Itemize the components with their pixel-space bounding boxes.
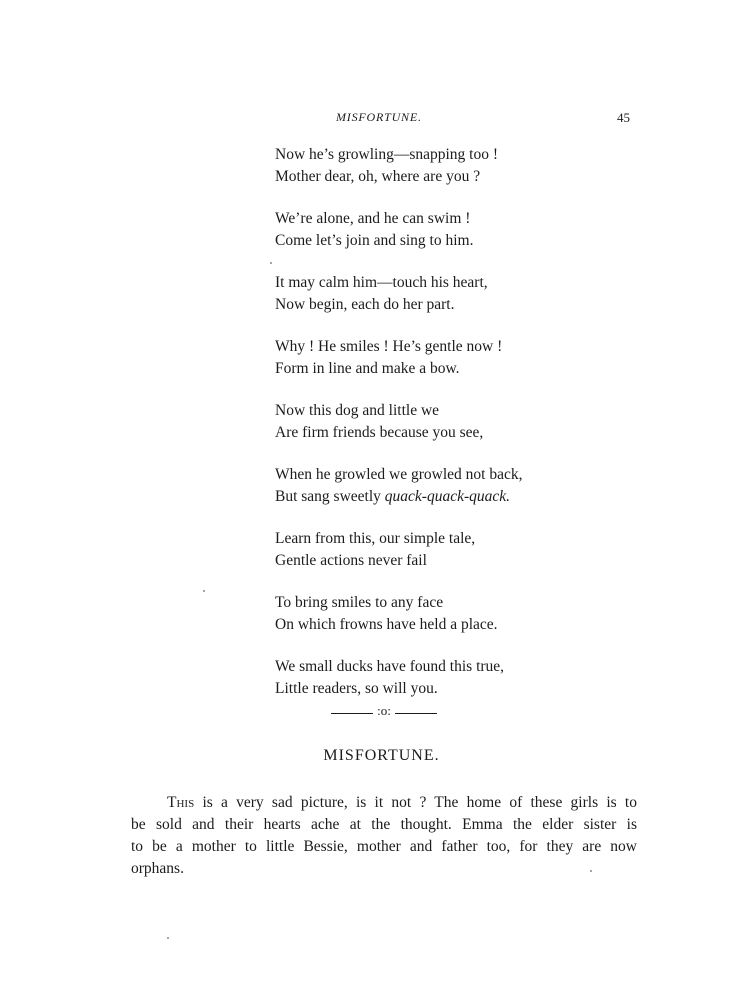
section-title: MISFORTUNE. (323, 747, 440, 764)
poem-line: To bring smiles to any face (275, 594, 444, 611)
poem-line: Mother dear, oh, where are you ? (275, 168, 481, 185)
prose-line: orphans. (131, 860, 184, 877)
section-divider (331, 702, 441, 722)
paper-speck (270, 262, 272, 264)
stanza (275, 592, 635, 656)
divider-rule-left (331, 713, 373, 714)
poem-line: We small ducks have found this true, (275, 658, 505, 675)
prose-line-text: is a very sad picture, is it not ? The home of these girls is to (194, 794, 637, 811)
poem-line: Now he’s growling—snapping too ! (275, 146, 499, 163)
page-number: 45 (617, 110, 630, 125)
poem-line-text: But sang sweetly (275, 488, 385, 505)
poem-line: Now begin, each do her part. (275, 296, 455, 313)
stanza (275, 528, 635, 592)
running-title: MISFORTUNE. (336, 110, 422, 124)
poem-line: It may calm him—touch his heart, (275, 274, 488, 291)
divider-mark: :o: (377, 703, 391, 718)
poem (275, 144, 635, 720)
poem-line: Learn from this, our simple tale, (275, 530, 476, 547)
stanza (275, 208, 635, 272)
prose-line: to be a mother to little Bessie, mother and father too, for they are now (131, 838, 637, 855)
stanza (275, 400, 635, 464)
running-head (0, 110, 735, 130)
poem-line: Form in line and make a bow. (275, 360, 460, 377)
poem-line: Come let’s join and sing to him. (275, 232, 474, 249)
paper-speck (203, 590, 205, 592)
paper-speck (590, 870, 592, 872)
paper-speck (167, 937, 169, 939)
divider-rule-right (395, 713, 437, 714)
poem-line: We’re alone, and he can swim ! (275, 210, 471, 227)
poem-line: Little readers, so will you. (275, 680, 438, 697)
prose-line: be sold and their hearts ache at the thought. Emma the elder sister is (131, 816, 637, 833)
quack-emphasis: quack-quack-quack. (384, 488, 511, 505)
prose-line (131, 792, 637, 814)
poem-line: Are firm friends because you see, (275, 424, 484, 441)
stanza (275, 144, 635, 208)
poem-line-with-emphasis (275, 486, 635, 508)
prose-paragraph (131, 792, 637, 880)
poem-line: Gentle actions never fail (275, 552, 427, 569)
stanza (275, 272, 635, 336)
poem-line: When he growled we growled not back, (275, 466, 523, 483)
poem-line: Why ! He smiles ! He’s gentle now ! (275, 338, 503, 355)
stanza (275, 336, 635, 400)
stanza (275, 464, 635, 528)
poem-line: On which frowns have held a place. (275, 616, 498, 633)
lead-word: This (167, 794, 195, 811)
stanza (275, 656, 635, 720)
poem-line: Now this dog and little we (275, 402, 440, 419)
